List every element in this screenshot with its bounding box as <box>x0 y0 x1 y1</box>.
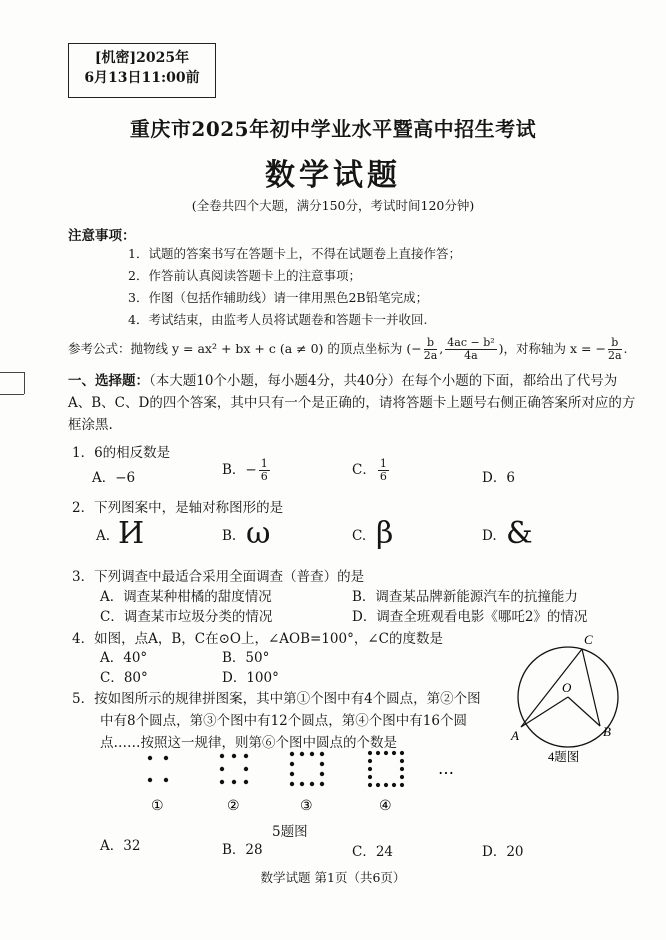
q1-option-d: D．6 <box>482 470 515 486</box>
section-1-intro <box>68 370 638 436</box>
q3-option-b: B．调查某品牌新能源汽车的抗撞能力 <box>352 589 578 605</box>
figure-label-2: ② <box>227 798 240 814</box>
notice-item: 1．试题的答案书写在答题卡上，不得在试题卷上直接作答； <box>128 246 461 261</box>
q5-option-b: B．28 <box>222 842 263 858</box>
q5-figure-caption: 5题图 <box>272 824 308 840</box>
q4-figure-caption: 4题图 <box>548 750 580 764</box>
notice-item: 3．作图（包括作辅助线）请一律用黑色2B铅笔完成； <box>128 290 429 305</box>
q4-circle-figure <box>506 630 636 765</box>
q2-option-b-figure: ω <box>246 516 271 551</box>
q5-option-d: D．20 <box>482 844 524 860</box>
notice-heading: 注意事项： <box>68 228 136 244</box>
page-footer: 数学试题 第1页（共6页） <box>260 870 406 885</box>
q3-option-c: C．调查某市垃圾分类的情况 <box>100 609 273 625</box>
notice-item: 2．作答前认真阅读答题卡上的注意事项； <box>128 268 361 283</box>
figure-2 <box>220 754 248 784</box>
q2-option-b-label: B. <box>222 528 237 544</box>
formula-fraction: $\frac{b}{2a}$ <box>607 336 622 362</box>
q4-option-b: B．50° <box>222 650 270 666</box>
label-a: A <box>511 728 519 743</box>
q5-option-a: A．32 <box>100 838 141 854</box>
figure-label-3: ③ <box>300 798 313 814</box>
q2-option-a-figure: И <box>118 516 145 551</box>
q3-option-a: A．调查某种柑橘的甜度情况 <box>100 589 272 605</box>
binding-mark <box>0 372 24 373</box>
q1-option-c: C． $\frac{1}{6}$ <box>352 457 387 483</box>
q1-option-b: B．− $\frac{1}{6}$ <box>222 457 268 483</box>
binding-mark <box>0 394 24 395</box>
exam-subject-title: 数学试题 <box>265 158 401 193</box>
figure-3 <box>290 752 324 786</box>
segment-ao <box>521 697 568 727</box>
q5-line-1: 5．按如图所示的规律拼图案，其中第①个图中有4个圆点，第②个图 <box>72 691 481 707</box>
q4-option-d: D．100° <box>222 670 279 686</box>
formula-fraction: $\frac{b}{2a}$ <box>423 336 438 362</box>
figure-1 <box>148 756 168 782</box>
q2-option-c-label: C. <box>352 528 367 544</box>
q3-option-d: D．调查全班观看电影《哪吒2》的情况 <box>352 609 588 625</box>
segment-ob <box>568 697 600 726</box>
q2-stem: 2．下列图案中，是轴对称图形的是 <box>72 500 284 516</box>
label-c: C <box>584 632 593 647</box>
q1-option-a: A．−6 <box>92 470 136 486</box>
binding-mark <box>24 372 25 394</box>
section-1-text: （本大题10个小题，每小题4分，共40分）在每个小题的下面，都给出了代号为A、B、C、D的四个答案，其中只有一个是正确的，请将答题卡上题号右侧正确答案所对应的方框涂黑. <box>68 373 636 433</box>
q2-option-d-figure: & <box>506 516 533 551</box>
figure-4 <box>368 751 404 787</box>
figure-label-1: ① <box>151 798 164 814</box>
confidential-line-2: 6月13日11:00前 <box>84 70 200 86</box>
q3-stem: 3．下列调查中最适合采用全面调查（普查）的是 <box>72 569 365 585</box>
exam-meta: (全卷共四个大题，满分150分，考试时间120分钟) <box>191 198 475 213</box>
reference-formula: 参考公式：抛物线 y = ax² + bx + c (a ≠ 0) 的顶点坐标为 (− $\frac{b}{2a}$ , $\frac{\text{4ac − b²}}{4a}$ )，对称轴为 x = − $\frac{b}{2a}$ . <box>68 336 628 362</box>
figure-label-4: ④ <box>379 798 392 814</box>
section-1-label: 一、选择题： <box>68 373 149 389</box>
q4-stem: 4．如图，点A，B，C在⊙O上，∠AOB=100°，∠C的度数是 <box>72 631 443 647</box>
q5-line-3: 点……按照这一规律，则第⑥个图中圆点的个数是 <box>100 735 397 751</box>
formula-fraction: $\frac{\text{4ac − b²}}{4a}$ <box>447 336 495 362</box>
q4-option-c: C．80° <box>100 670 148 686</box>
q2-option-d-label: D. <box>482 528 497 544</box>
figure-ellipsis: … <box>438 759 454 778</box>
exam-title: 重庆市2025年初中学业水平暨高中招生考试 <box>129 117 537 141</box>
segment-ac <box>521 649 582 727</box>
q5-line-2: 中有8个圆点，第③个图中有12个圆点，第④个图中有16个圆 <box>100 713 467 729</box>
confidential-line-1: [机密]2025年 <box>94 50 190 66</box>
segment-cb <box>582 649 600 726</box>
q5-dot-figures <box>130 748 470 823</box>
formula-prefix: 参考公式：抛物线 y = ax² + bx + c (a ≠ 0) 的顶点坐标为 (− <box>68 341 422 356</box>
q2-option-a-label: A. <box>96 528 111 544</box>
label-b: B <box>603 724 611 739</box>
label-o: O <box>562 680 572 695</box>
q1-stem: 1．6的相反数是 <box>72 445 171 461</box>
confidential-box <box>68 43 216 98</box>
q4-option-a: A．40° <box>100 650 148 666</box>
q2-option-c-figure: β <box>376 516 394 551</box>
notice-item: 4．考试结束，由监考人员将试题卷和答题卡一并收回. <box>128 312 428 327</box>
q5-option-c: C．24 <box>352 844 394 860</box>
